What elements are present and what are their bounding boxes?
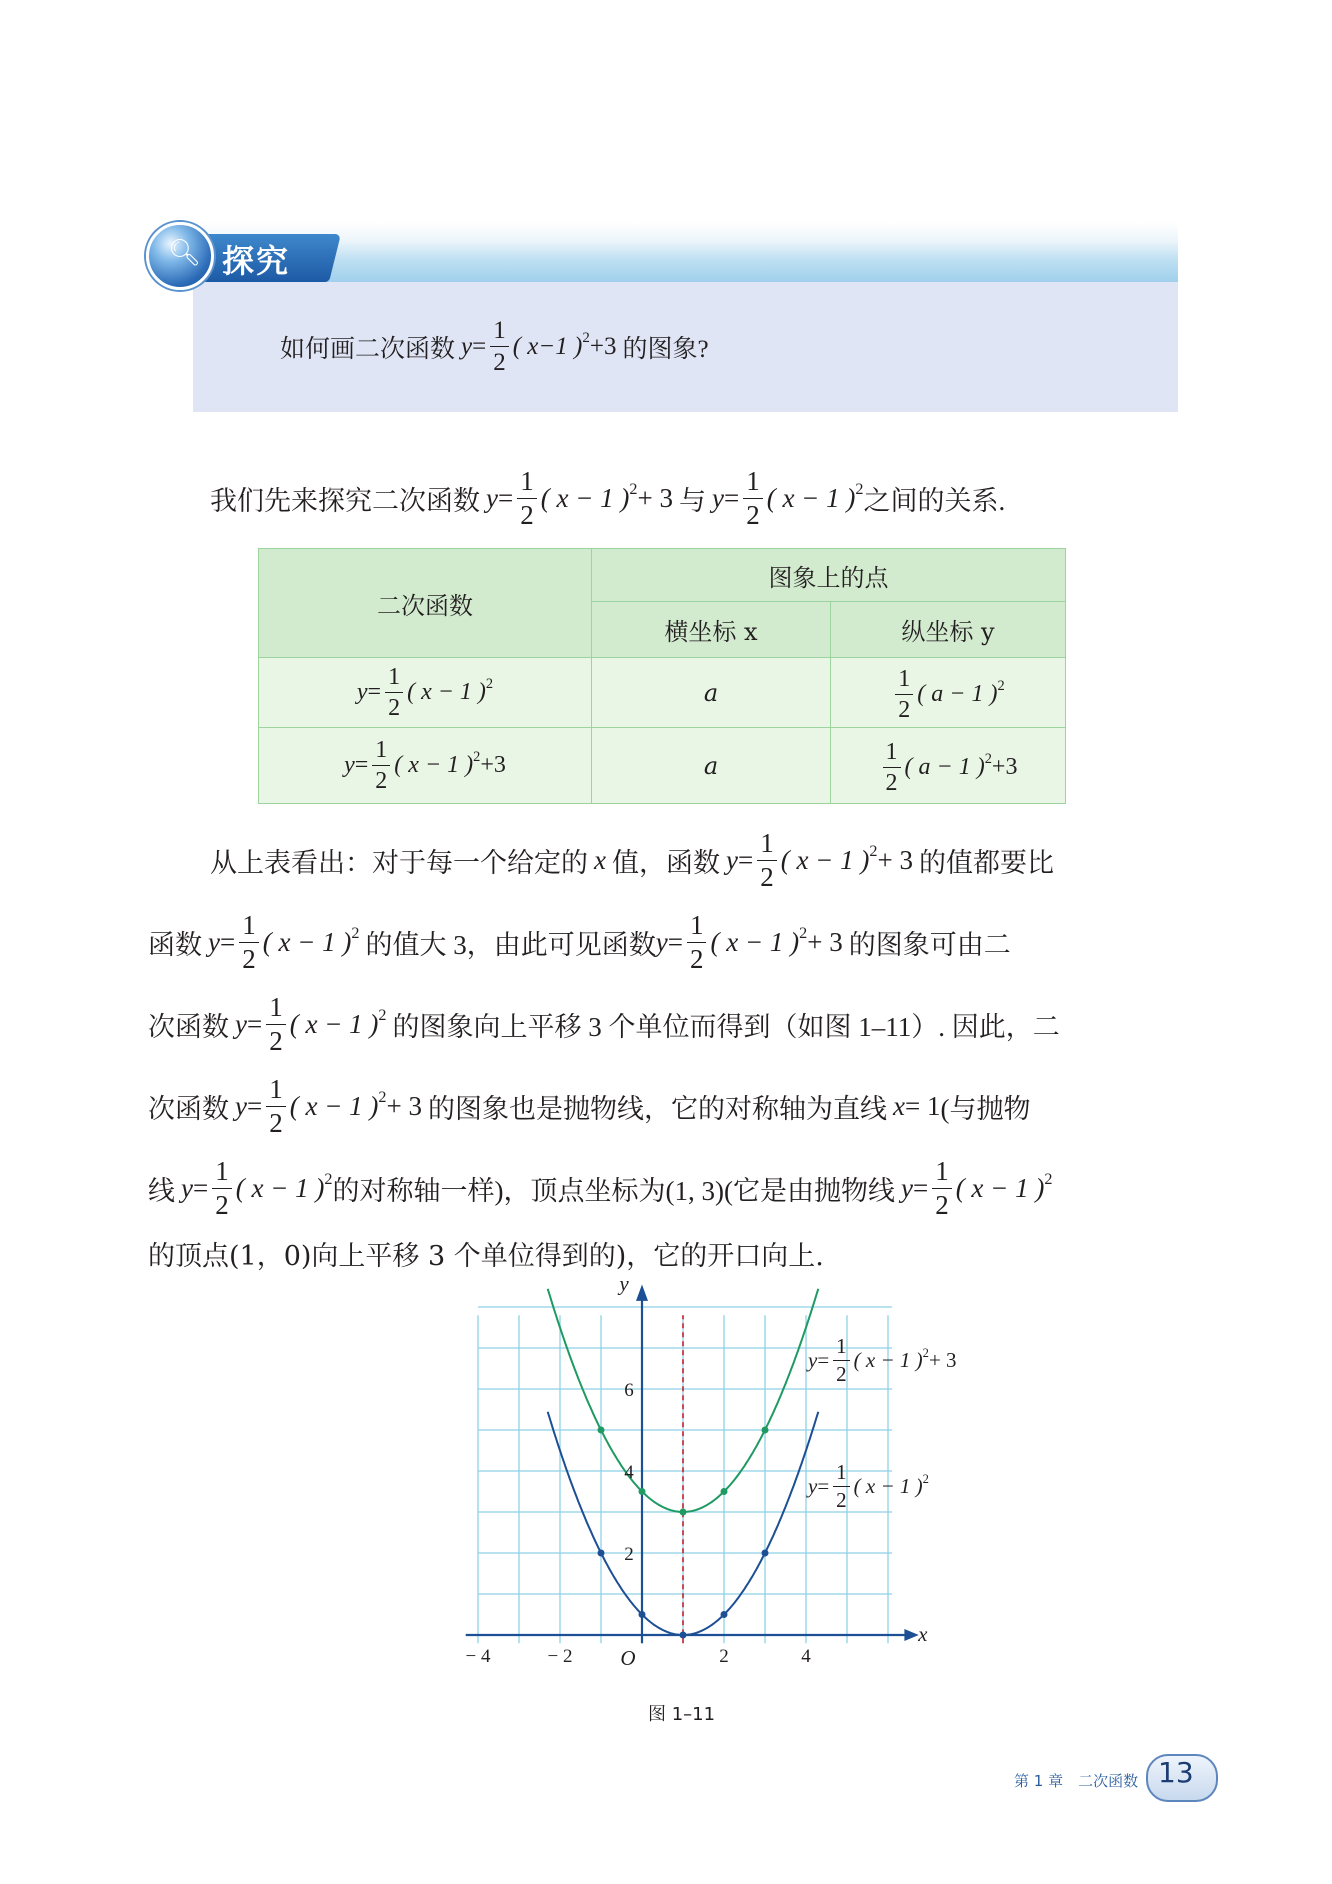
table-row: y = $\frac{1}{2}$ ( x − 1 ) $^2$ +3 a $\frac{1}{2}$ ( a − 1 ) $^2$ +3 [259,728,1066,804]
figure-caption: 图 1–11 [648,1704,716,1725]
paragraph-line-4: 次函数 y = $\frac{1}{2}$ ( x − 1 ) $^2$ + 3 的图象也是抛物线，它的对称轴为直线 x = 1 (与抛物 [148,1074,1031,1138]
paragraph-line-6: 的顶点(1，0)向上平移 3 个单位得到的)，它的开口向上. [148,1241,824,1272]
x-axis-label: x [918,1622,928,1646]
paragraph-line-5: 线 y = $\frac{1}{2}$ ( x − 1 ) $^2$ 的对称轴一样)，顶点坐标为(1, 3)(它是由抛物线 y = $\frac{1}{2}$ ( x − 1 ) $^2$ [148,1156,1053,1220]
x-tick-label: 4 [801,1646,811,1667]
upper-point [762,1427,769,1434]
paragraph-line-1: 从上表看出：对于每一个给定的 x 值，函数 y = $\frac{1}{2}$ ( x − 1 ) $^2$ + 3 的值都要比 [210,828,1054,892]
table-header-x: 横坐标 x [592,602,831,658]
y-tick-label: 2 [624,1544,634,1565]
question-eq: = [472,332,487,360]
x-tick-label: − 2 [547,1646,573,1667]
table-header-y: 纵坐标 y [831,602,1066,658]
upper-point [721,1488,728,1495]
paragraph-line-2: 函数 y = $\frac{1}{2}$ ( x − 1 ) $^2$ 的值大 3，由此可见函数 y = $\frac{1}{2}$ ( x − 1 ) $^2$ + 3 的图象可由二 [148,910,1011,974]
y-tick-label: 4 [624,1462,634,1483]
origin-label: O [620,1646,636,1670]
lower-point [762,1550,769,1557]
x-tick-label: 2 [719,1646,729,1667]
question-text-pre: 如何画二次函数 [280,335,456,363]
table-header-points: 图象上的点 [592,549,1066,602]
y-tick-label: 6 [624,1380,634,1401]
page-number: 13 [1158,1756,1194,1789]
lower-point [639,1611,646,1618]
table-header-func: 二次函数 [259,549,592,658]
footer-chapter: 第 1 章 二次函数 [1014,1772,1139,1790]
explore-banner-bar [200,222,1178,282]
lower-point [721,1611,728,1618]
lower-point [598,1550,605,1557]
question-text-post: 的图象? [622,335,709,363]
question-fraction: $\frac{1}{2}$ [490,318,509,375]
magnifier-glyph-icon: 🔍︎ [168,238,202,268]
explore-question: 如何画二次函数 y = $\frac{1}{2}$ ( x−1 ) $^2$ +3 的图象? [280,317,709,376]
x-tick-label: − 4 [465,1646,491,1667]
lower-point [680,1632,687,1639]
paragraph-line-3: 次函数 y = $\frac{1}{2}$ ( x − 1 ) $^2$ 的图象向上平移 3 个单位而得到（如图 1–11）. 因此，二 [148,992,1060,1056]
intro-sentence: 我们先来探究二次函数 y = $\frac{1}{2}$ ( x − 1 ) $^2$ + 3 与 y = $\frac{1}{2}$ ( x − 1 ) $^2$ 之间的关系. [210,466,1006,530]
question-tail: +3 [589,332,617,360]
y-axis-arrow [636,1284,648,1300]
y-axis-label: y [619,1271,629,1296]
lower-curve-label: y = $\frac{1}{2}$ ( x − 1 ) $^2$ [808,1460,929,1512]
question-body: ( x−1 ) [512,332,583,360]
x-axis-arrow [904,1629,918,1641]
upper-curve-label: y = $\frac{1}{2}$ ( x − 1 ) $^2$ + 3 [808,1334,957,1386]
question-y: y [461,332,473,360]
points-table [258,548,1066,804]
upper-point [598,1427,605,1434]
explore-label: 探究 [222,242,291,280]
upper-point [639,1488,646,1495]
upper-point [680,1509,687,1516]
table-row: y = $\frac{1}{2}$ ( x − 1 ) $^2$ a $\frac{1}{2}$ ( a − 1 ) $^2$ [259,658,1066,728]
